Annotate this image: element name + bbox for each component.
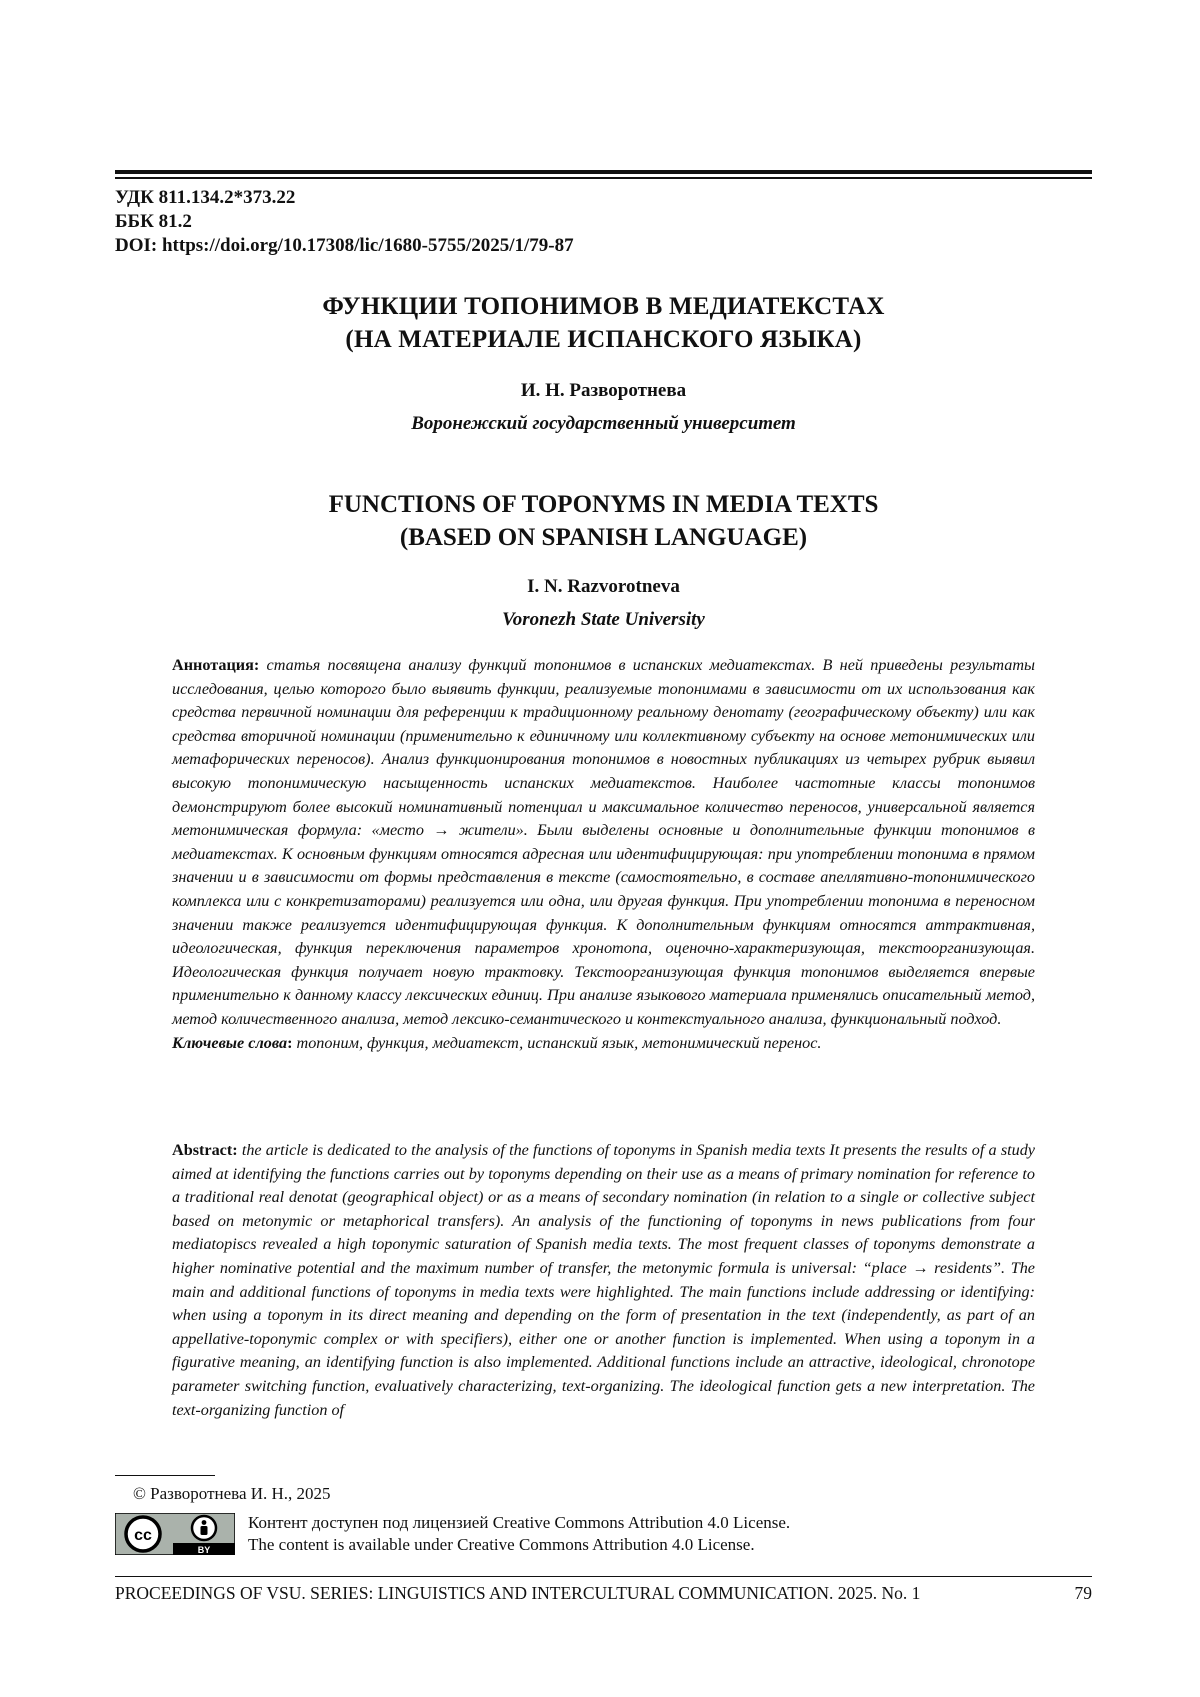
cc-letters: cc — [134, 1527, 152, 1544]
cc-by-license-icon — [115, 1513, 235, 1555]
journal-name: PROCEEDINGS OF VSU. SERIES: LINGUISTICS AND INTERCULTURAL COMMUNICATION. 2025. No. 1 — [115, 1583, 921, 1603]
title-english-line1: FUNCTIONS OF TOPONYMS IN MEDIA TEXTS — [328, 491, 879, 518]
annotation-label: Аннотация: — [172, 656, 260, 674]
license-english: The content is available under Creative Commons Attribution 4.0 License. — [248, 1535, 755, 1554]
page-number: 79 — [1074, 1583, 1092, 1603]
keywords-label: Ключевые слова — [172, 1033, 288, 1052]
license-statement — [248, 1512, 790, 1556]
footer-rule — [115, 1576, 1092, 1577]
udk-code: УДК 811.134.2*373.22 — [115, 187, 296, 208]
copyright-notice: © Разворотнева И. Н., 2025 — [133, 1484, 331, 1503]
bbk-code: ББК 81.2 — [115, 211, 192, 232]
keywords-colon: : — [287, 1033, 293, 1052]
affiliation-russian: Воронежский государственный университет — [411, 413, 796, 434]
by-letters: BY — [197, 1545, 211, 1555]
license-russian: Контент доступен под лицензией Creative Commons Attribution 4.0 License. — [248, 1513, 791, 1532]
header-rule-thick — [115, 170, 1092, 174]
running-footer — [115, 1581, 1092, 1605]
title-english — [115, 488, 1092, 554]
title-russian-line2: (НА МАТЕРИАЛЕ ИСПАНСКОГО ЯЗЫКА) — [345, 326, 862, 353]
author-russian: И. Н. Разворотнева — [520, 380, 687, 401]
footnote-rule — [115, 1475, 215, 1476]
bibliographic-meta — [115, 186, 574, 258]
abstract-block — [172, 1139, 1035, 1422]
annotation-text: статья посвящена анализу функций топонимов в испанских медиатекстах. В ней приведены результаты исследования, целью которого было выявить функции, реализуемые топонимами в зависимости от их использования как средства первичной номинации для референции к традиционному реальному денотату (географическому объекту) или как средства вторичной номинации (применительно к единичному или коллективному субъекту на основе метонимических или метафорических переносов). Анализ функционирования топонимов в новостных публикациях из четырех рубрик выявил высокую топонимическую насыщенность испанских медиатекстов. Наиболее частотные классы топонимов демонстрируют более высокий номинативный потенциал и максимальное количество переносов, универсальной является метонимическая формула: «место → жители». Были выделены основные и дополнительные функции топонимов в медиатекстах. К основным функциям относятся адресная или идентифицирующая: при употреблении топонима в прямом значении и в зависимости от формы представления в тексте (самостоятельно, в составе апеллятивно-топонимического комплекса или с конкретизаторами) реализуется или одна, или другая функция. При употреблении топонима в переносном значении также реализуется идентифицирующая функция. К дополнительным функциям относятся аттрактивная, идеологическая, функция переключения параметров хронотопа, оценочно-характеризующая, текстоорганизующая. Идеологическая функция получает новую трактовку. Текстоорганизующая функция топонимов выделяется впервые применительно к данному классу лексических единиц. При анализе языкового материала применялись описательный метод, метод количественного анализа, метод лексико-семантического и контекстуального анализа, функциональный подход. — [172, 656, 1035, 1028]
affiliation-english: Voronezh State University — [502, 609, 705, 630]
title-english-line2: (BASED ON SPANISH LANGUAGE) — [399, 524, 808, 551]
keywords-text: топоним, функция, медиатекст, испанский язык, метонимический перенос. — [292, 1033, 822, 1052]
author-english: I. N. Razvorotneva — [527, 576, 680, 597]
abstract-text: the article is dedicated to the analysis of the functions of toponyms in Spanish media texts It presents the results of a study aimed at identifying the functions carries out by toponyms depending on their use as a means of primary nomination for reference to a traditional real denotat (geographical object) or as a means of secondary nomination (in relation to a single or collective subject based on metonymic or metaphorical transfers). An analysis of the functioning of toponyms in news publications from four mediatopiscs revealed a high toponymic saturation of Spanish media texts. The most frequent classes of toponyms demonstrate a higher nominative potential and the maximum number of transfer, the metonymic formula is universal: “place → residents”. The main and additional functions of toponyms in media texts were highlighted. The main functions include addressing or identifying: when using a toponym in its direct meaning and depending on the form of presentation in the text (independently, as part of an appellative-toponymic complex or with specifiers), either one or another function is implemented. When using a toponym in a figurative meaning, an identifying function is also implemented. Additional functions include an attractive, ideological, chronotope parameter switching function, evaluatively characterizing, text-organizing. The ideological function gets a new interpretation. The text-organizing function of — [172, 1141, 1035, 1419]
title-russian — [115, 290, 1092, 356]
doi-link[interactable]: DOI: https://doi.org/10.17308/lic/1680-5755/2025/1/79-87 — [115, 235, 574, 256]
header-rule-thin — [115, 177, 1092, 179]
abstract-label: Abstract: — [172, 1141, 238, 1159]
annotation-block — [172, 654, 1035, 1055]
title-russian-line1: ФУНКЦИИ ТОПОНИМОВ В МЕДИАТЕКСТАХ — [322, 293, 885, 320]
